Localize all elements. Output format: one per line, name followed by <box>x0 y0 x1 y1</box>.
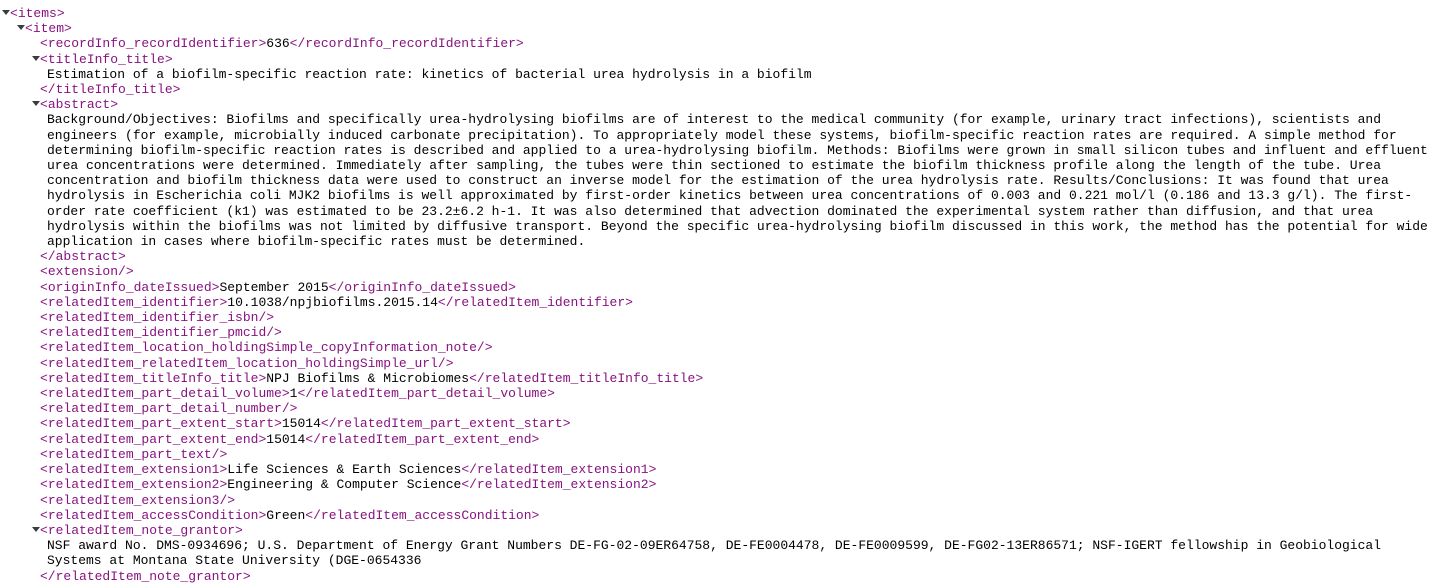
xml-closing-tag: </ originInfo_dateIssued > <box>329 280 516 295</box>
xml-element-value: 1 <box>289 386 298 402</box>
xml-element-value: 15014 <box>266 431 306 447</box>
xml-node-line-relatedItem_part_text <box>0 447 1438 462</box>
xml-opening-tag: < item > <box>25 21 72 36</box>
xml-opening-tag: < recordInfo_recordIdentifier > <box>40 36 266 51</box>
xml-closing-tag: </ titleInfo_title > <box>40 82 180 97</box>
xml-self-closing-tag: < relatedItem_location_holdingSimple_copyInformation_note /> <box>40 340 493 355</box>
xml-opening-tag: < relatedItem_identifier > <box>40 295 227 310</box>
xml-closing-tag: </ relatedItem_part_extent_start > <box>321 416 571 431</box>
xml-element-value: Green <box>266 507 306 523</box>
xml-self-closing-tag: < relatedItem_part_detail_number /> <box>40 401 297 416</box>
xml-node-line-recordInfo_recordIdentifier <box>0 36 1438 51</box>
xml-self-closing-tag: < relatedItem_part_text /> <box>40 447 227 462</box>
xml-closing-tag: </ relatedItem_titleInfo_title > <box>469 371 703 386</box>
xml-element-value: 10.1038/npjbiofilms.2015.14 <box>227 294 438 310</box>
xml-self-closing-tag: < extension /> <box>40 264 134 279</box>
xml-closing-tag: </ relatedItem_part_detail_volume > <box>297 386 554 401</box>
xml-text-content: Estimation of a biofilm-specific reaction rate: kinetics of bacterial urea hydrolysis in a biofilm <box>47 66 812 82</box>
xml-opening-tag: < relatedItem_part_extent_end > <box>40 432 266 447</box>
xml-closing-tag: </ relatedItem_extension2 > <box>461 477 656 492</box>
xml-node-line-relatedItem_part_detail_number <box>0 401 1438 416</box>
xml-opening-tag: < abstract > <box>40 97 118 112</box>
xml-node-line-items <box>0 6 1438 21</box>
xml-opening-tag: < relatedItem_part_extent_start > <box>40 416 282 431</box>
xml-node-line-item <box>0 21 1438 36</box>
xml-document-tree <box>0 6 1438 584</box>
xml-closing-tag: </ relatedItem_extension1 > <box>461 462 656 477</box>
xml-node-line-abstract <box>0 97 1438 112</box>
xml-node-line-relatedItem_titleInfo_title <box>0 371 1438 386</box>
xml-opening-tag: < items > <box>10 6 65 21</box>
xml-element-value: NPJ Biofilms & Microbiomes <box>266 370 470 386</box>
xml-node-line-relatedItem_extension3 <box>0 493 1438 508</box>
xml-opening-tag: < relatedItem_extension2 > <box>40 477 227 492</box>
xml-opening-tag: < relatedItem_part_detail_volume > <box>40 386 290 401</box>
collapse-toggle-icon[interactable] <box>17 21 25 36</box>
xml-node-line-titleInfo_title <box>0 82 1438 97</box>
xml-node-line-abstract <box>0 249 1438 264</box>
xml-node-line-relatedItem_accessCondition <box>0 508 1438 523</box>
xml-element-value: 636 <box>266 36 290 52</box>
collapse-toggle-icon[interactable] <box>32 97 40 112</box>
xml-element-value: 15014 <box>281 416 321 432</box>
xml-self-closing-tag: < relatedItem_identifier_isbn /> <box>40 310 274 325</box>
xml-node-line-relatedItem_note_grantor <box>0 523 1438 538</box>
xml-closing-tag: </ relatedItem_accessCondition > <box>305 508 539 523</box>
xml-closing-tag: </ relatedItem_note_grantor > <box>40 569 251 584</box>
xml-opening-tag: < relatedItem_titleInfo_title > <box>40 371 266 386</box>
xml-opening-tag: < relatedItem_extension1 > <box>40 462 227 477</box>
xml-node-line-relatedItem_identifier_pmcid <box>0 325 1438 340</box>
xml-element-value: Engineering & Computer Science <box>227 477 462 493</box>
xml-node-line-relatedItem_part_extent_start <box>0 416 1438 431</box>
xml-opening-tag: < originInfo_dateIssued > <box>40 280 219 295</box>
xml-closing-tag: </ abstract > <box>40 249 126 264</box>
xml-opening-tag: < relatedItem_accessCondition > <box>40 508 266 523</box>
xml-element-value: Life Sciences & Earth Sciences <box>227 462 462 478</box>
xml-node-line-originInfo_dateIssued <box>0 280 1438 295</box>
xml-node-line-relatedItem_identifier <box>0 295 1438 310</box>
collapse-toggle-icon[interactable] <box>2 6 10 21</box>
xml-opening-tag: < titleInfo_title > <box>40 52 173 67</box>
xml-closing-tag: </ recordInfo_recordIdentifier > <box>290 36 524 51</box>
collapse-toggle-icon[interactable] <box>32 52 40 67</box>
xml-node-line-relatedItem_note_grantor <box>0 569 1438 584</box>
xml-node-line-relatedItem_identifier_isbn <box>0 310 1438 325</box>
xml-element-value: September 2015 <box>219 279 329 295</box>
xml-opening-tag: < relatedItem_note_grantor > <box>40 523 243 538</box>
xml-node-line-relatedItem_extension2 <box>0 477 1438 492</box>
xml-node-line-relatedItem_relatedItem_location_holdingSimple_url <box>0 356 1438 371</box>
xml-text-content: Background/Objectives: Biofilms and specifically urea-hydrolysing biofilms are of interest to the medical community (for example, urinary tract infections), scientists and engineers (for example, microbially induced carbonate precipitation). To appropriately model these systems, biofilm-specific reaction rates are required. A simple method for determining biofilm-specific reaction rates is described and applied to a urea-hydrolysing biofilm. Methods: Biofilms were grown in small silicon tubes and influent and effluent urea concentrations were determined. Immediately after sampling, the tubes were thin sectioned to estimate the biofilm thickness profile along the length of the tube. Urea concentration and biofilm thickness data were used to construct an inverse model for the estimation of the urea hydrolysis rate. Results/Conclusions: It was found that urea hydrolysis in Escherichia coli MJK2 biofilms is well approximated by first-order kinetics between urea concentrations of 0.003 and 0.221 mol/l (0.186 and 13.3 g/l). The first-order rate coefficient (k1) was estimated to be 23.2±6.2 h-1. It was also determined that advection dominated the experimental system rather than diffusion, and that urea hydrolysis within the biofilms was not limited by diffusive transport. Beyond the specific urea-hydrolysing biofilm discussed in this work, the method has the potential for wide application in cases where biofilm-specific rates must be determined. <box>47 112 1428 250</box>
xml-node-line-relatedItem_extension1 <box>0 462 1438 477</box>
collapse-toggle-icon[interactable] <box>32 523 40 538</box>
xml-self-closing-tag: < relatedItem_identifier_pmcid /> <box>40 325 282 340</box>
xml-node-line-relatedItem_part_detail_volume <box>0 386 1438 401</box>
xml-text-content: NSF award No. DMS-0934696; U.S. Department of Energy Grant Numbers DE-FG-02-09ER64758, DE-FE0004478, DE-FE0009599, DE-FG02-13ER86571; NSF-IGERT fellowship in Geobiological Systems at Montana State University (DGE-0654336 <box>47 538 1382 569</box>
xml-closing-tag: </ relatedItem_identifier > <box>438 295 633 310</box>
xml-closing-tag: </ relatedItem_part_extent_end > <box>305 432 539 447</box>
xml-self-closing-tag: < relatedItem_extension3 /> <box>40 493 235 508</box>
xml-self-closing-tag: < relatedItem_relatedItem_location_holdingSimple_url /> <box>40 356 454 371</box>
xml-node-line-titleInfo_title <box>0 52 1438 67</box>
xml-node-line-relatedItem_part_extent_end <box>0 432 1438 447</box>
xml-node-line-extension <box>0 264 1438 279</box>
xml-node-line-relatedItem_location_holdingSimple_copyInformation_note <box>0 340 1438 355</box>
